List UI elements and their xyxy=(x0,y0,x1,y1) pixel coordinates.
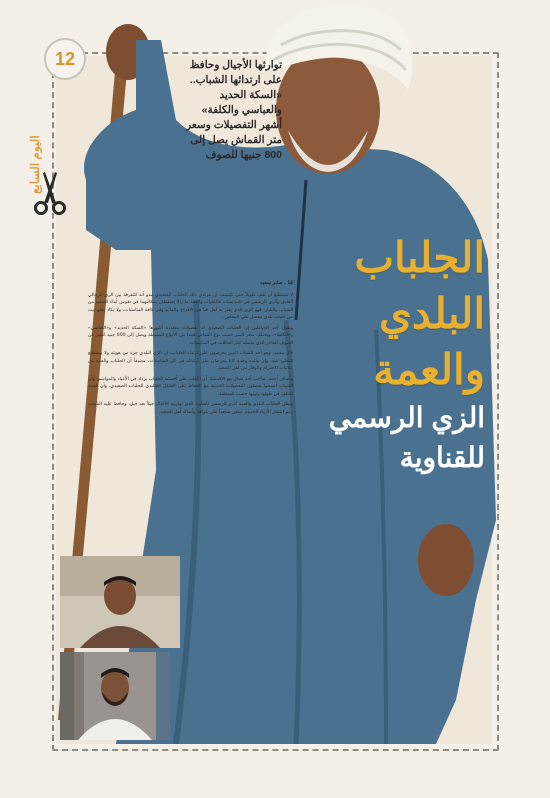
intro-line: متر القماش يصل إلى xyxy=(190,134,282,146)
portrait-photo-bearded-man xyxy=(60,652,170,740)
article-paragraph: ويقول أحد الخياطين إن الجلباب الصعيدي له تفصيلات متعددة أشهرها «السكة الحديد» و«العباسي» و«الكلفة»، ويختلف سعر المتر حسب نوع القماش فيبدأ من الأنواع البسيطة ويصل إلى 800 جنيه للمتر من الصوف الفاخر الذي يفضله كبار العائلات في المناسبات. xyxy=(88,325,293,346)
headline-line: البلدي xyxy=(379,290,485,337)
subheadline-line: للقناوية xyxy=(399,442,485,473)
article-paragraph: لا تستطيع أن تقف طويلاً حتى تكتشف أن مرتدي ذلك الجلباب الصعيدي يبدو أنه للتفرقة بين الزي الرجالي العادي والزي الرسمي في المناسبات فالجلباب والعمة ما زالا يحتفظان بمكانتهما في نفوس أبناء الصعيد من الشباب والكبار، فهو الزي الذي يعتز به أهل قنا في الأفراح والمآتم وفي كافة المناسبات، ولا يكاد يخلو بيت من جلباب بلدي مفصل على المقاس. xyxy=(88,292,293,320)
intro-line: أشهر التفصيلات وسعر xyxy=(186,119,282,131)
headline-line: والعمة xyxy=(373,346,485,393)
article-paragraph: قال محمد، وهو أحد الشباب الذين يحرصون على ارتداء الجلباب، إن الزي البلدي جزء من هويته ولا يستطيع التخلي عنه، وإن والده وجده كانا يحرصان على ارتدائه في كل المناسبات، مضيفاً أن الجلباب والعمة من علامات الاحترام والوقار بين أهل الصعيد. xyxy=(88,351,293,371)
article-paragraph: وأضاف أحمد، صاحب أحد محال بيع الأقمشة، أن الطلب على أقمشة الجلباب يزداد في الأعياد والمواسم، وأن الشباب أصبحوا يفضلون التفصيلات الحديثة مع الحفاظ على الشكل التقليدي للجلباب الصعيدي، وأن العمة تختلف في طولها ولونها حسب المنطقة. xyxy=(88,376,293,397)
intro-line: على ارتدائها الشباب.. xyxy=(189,74,282,86)
byline: قنا ـ صابر سعيد xyxy=(260,280,293,286)
portrait-photo-young-man xyxy=(60,556,180,648)
headline xyxy=(270,230,485,478)
intro-line: والعباسي والكلفة» xyxy=(201,104,282,116)
intro-line: 800 جنيها للصوف xyxy=(205,149,282,161)
article-body xyxy=(88,280,293,419)
headline-line: الجلباب xyxy=(354,234,485,281)
intro-line: توارثها الأجيال وحافظ xyxy=(189,59,282,71)
article-paragraph: ويظل الجلباب البلدي والعمة الزي الرسمي للقناوية الذي توارثته الأجيال جيلاً بعد جيل، وحافظ عليه الشباب رغم انتشار الأزياء الحديثة، ليبقى شاهداً على عراقة وأصالة أهل الصعيد. xyxy=(88,402,293,415)
section-label: اليوم السابع xyxy=(28,135,42,195)
page-number: 12 xyxy=(44,38,86,80)
subheadline-line: الزي الرسمي xyxy=(328,402,485,433)
intro-summary xyxy=(160,58,282,163)
intro-line: «السكة الحديد xyxy=(219,89,282,101)
